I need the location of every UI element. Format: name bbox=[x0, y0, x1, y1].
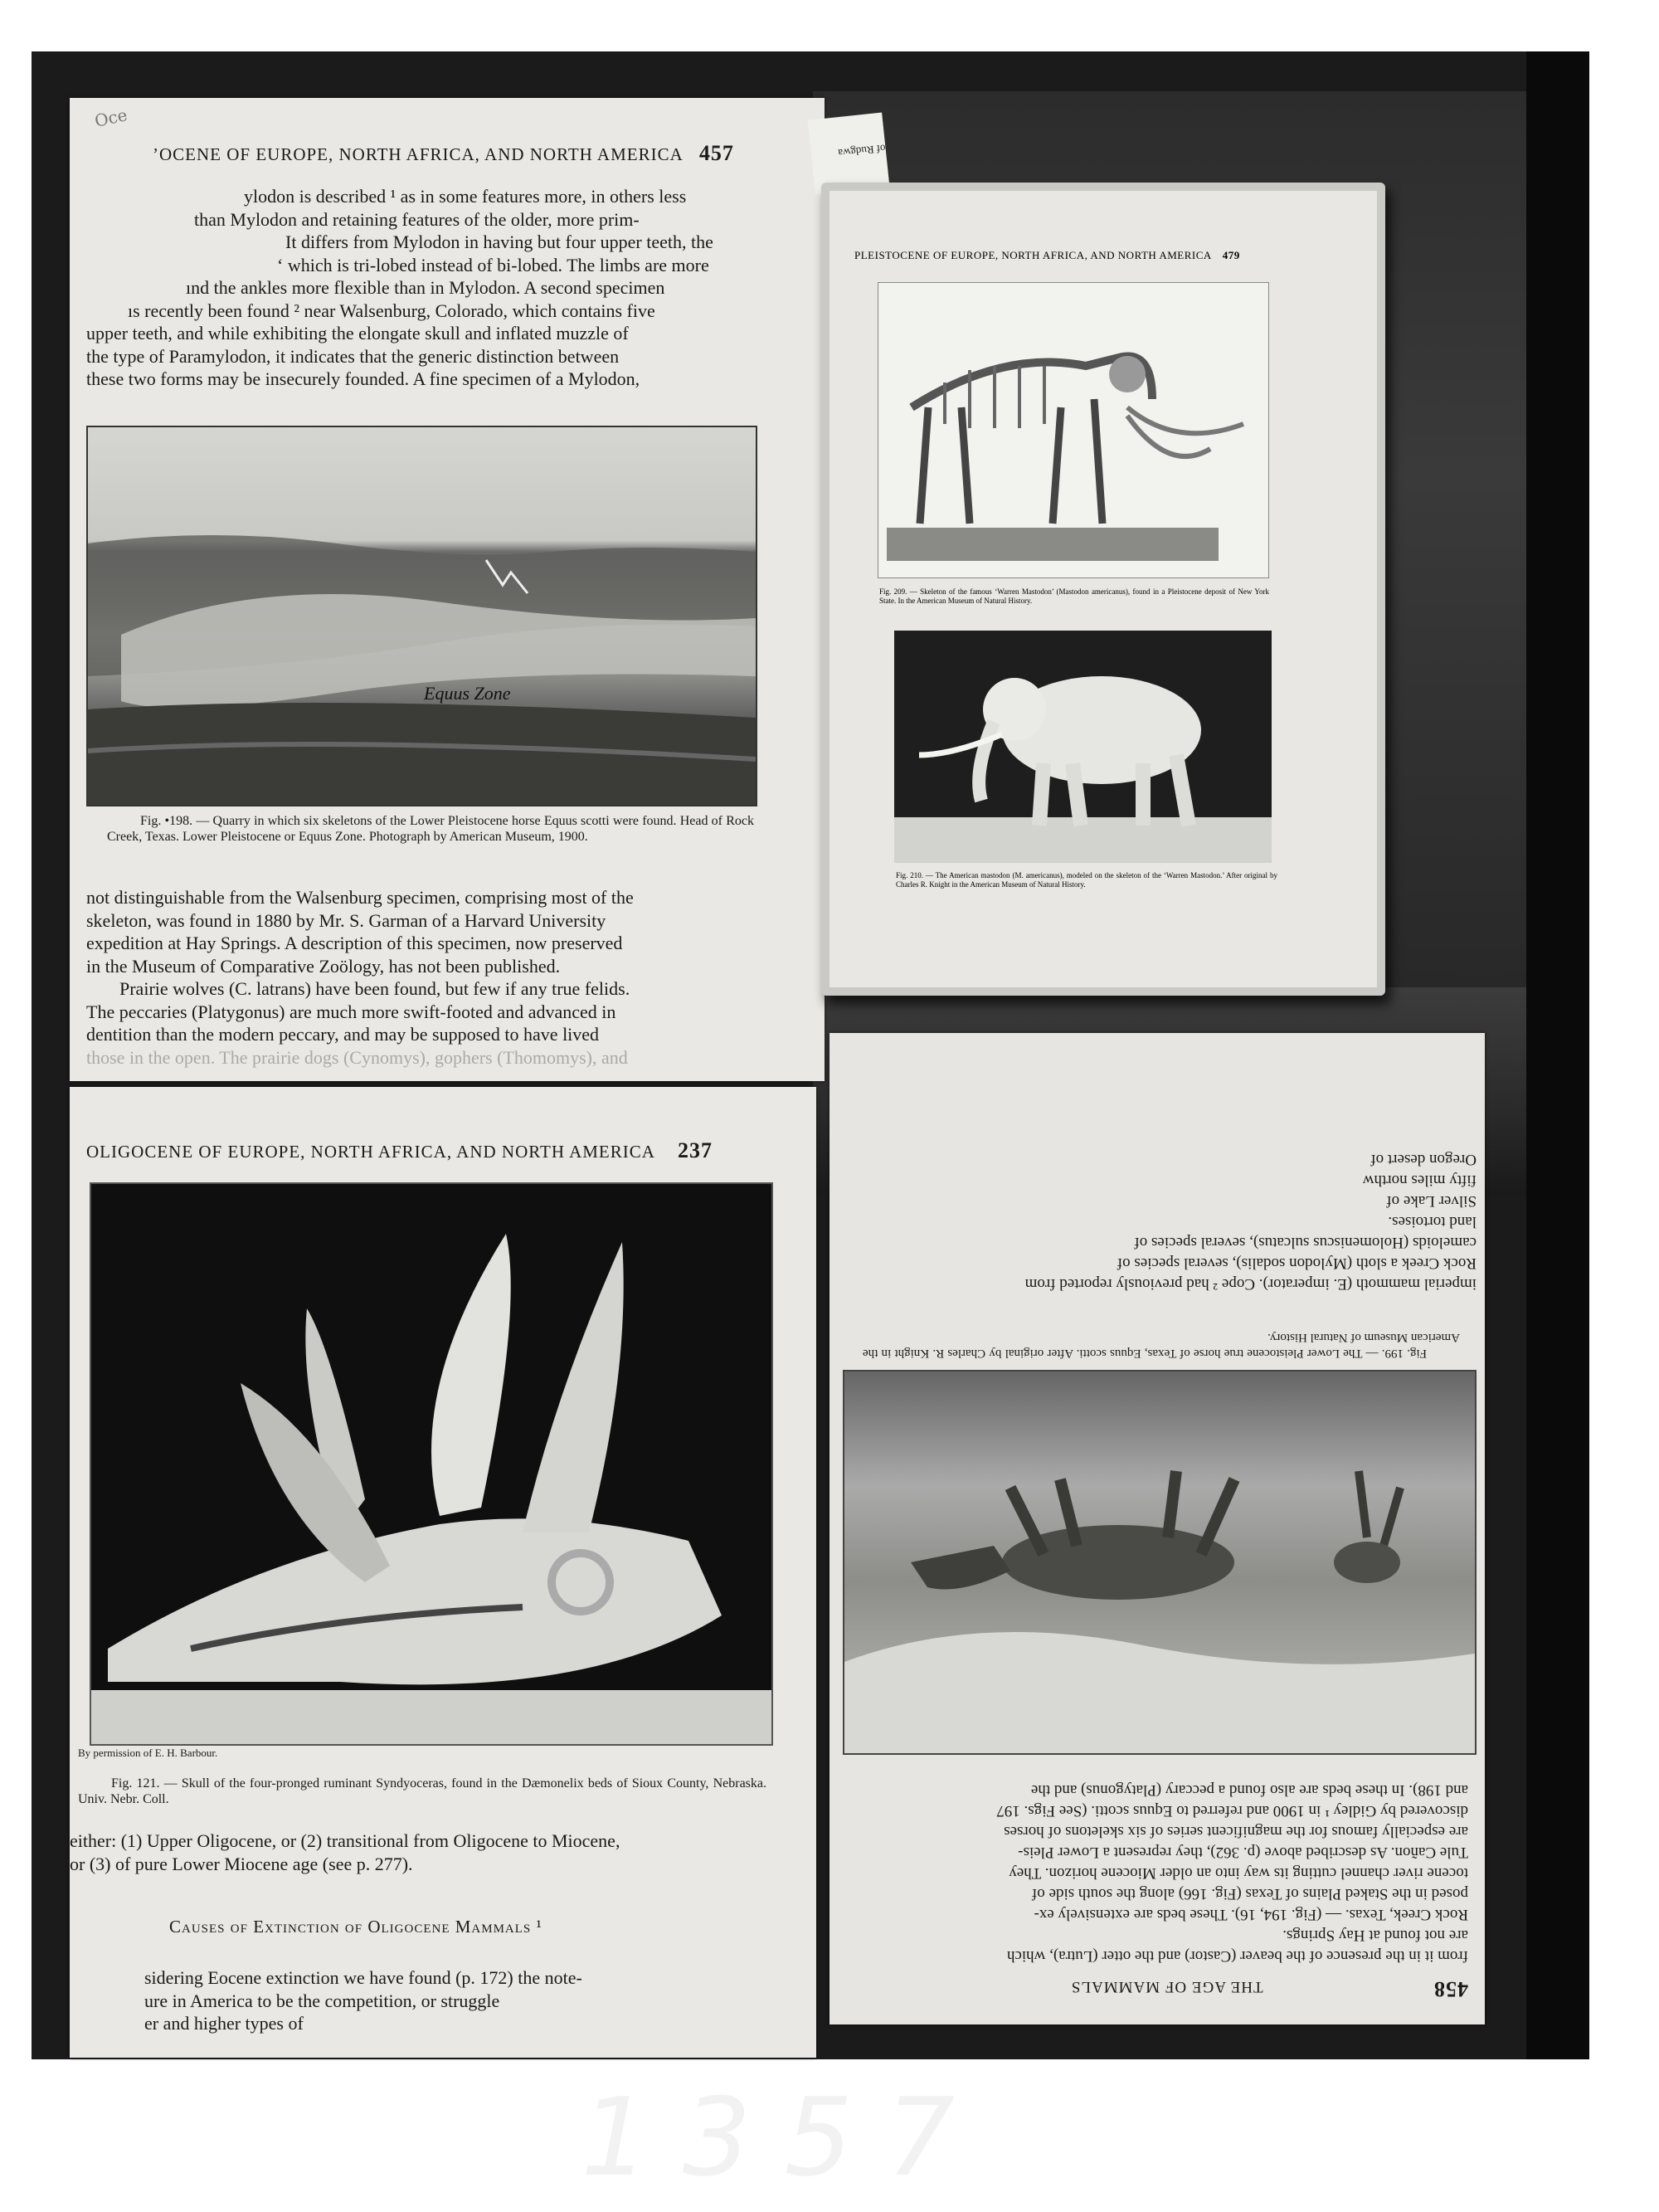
horse-painting-figure bbox=[844, 1372, 1475, 1753]
margin-note: Oce bbox=[92, 105, 129, 131]
text-block-bottom bbox=[838, 1149, 1477, 1294]
text-line: or (3) of pure Lower Miocene age (see p. 277). bbox=[70, 1853, 413, 1874]
header-title: OLIGOCENE OF EUROPE, NORTH AFRICA, AND NORTH AMERICA bbox=[86, 1142, 654, 1162]
photo-credit: By permission of E. H. Barbour. bbox=[78, 1747, 218, 1759]
text-line: discovered by Gidley ¹ in 1900 and referred to Equus scotti. (See Figs. 197 bbox=[996, 1802, 1468, 1820]
text-line: upper teeth, and while exhibiting the elongate skull and inflated muzzle of bbox=[86, 323, 629, 343]
page-header bbox=[86, 1138, 713, 1163]
tab-text: of Rudgwa bbox=[837, 142, 887, 160]
text-line: Tule Cañon. As described above (p. 362), they represent a Lower Pleis- bbox=[1018, 1844, 1468, 1861]
figure-caption-210: Fig. 210. — The American mastodon (M. americanus), modeled on the skeleton of the ‘Warren Mastodon.’ After original by Charles R. Knight in the American Museum of Natural History. bbox=[896, 871, 1277, 889]
page-header bbox=[1071, 1976, 1468, 2001]
mastodon-model-figure bbox=[894, 631, 1272, 863]
text-block-top bbox=[830, 1780, 1468, 1966]
text-line: ıs recently been found ² near Walsenburg, Colorado, which contains five bbox=[128, 300, 655, 321]
text-line: ınd the ankles more flexible than in Mylodon. A second specimen bbox=[186, 277, 665, 298]
text-line: are not found at Hay Springs. bbox=[1282, 1927, 1468, 1944]
page-458 bbox=[830, 1033, 1485, 2024]
text-line: er and higher types of bbox=[144, 2013, 304, 2034]
text-line: tocene river channel cutting its way into an older Miocene horizon. They bbox=[1009, 1864, 1468, 1882]
section-title: Causes of Extinction of Oligocene Mammals ¹ bbox=[169, 1917, 542, 1937]
page-number: 458 bbox=[1433, 1977, 1468, 2001]
equus-scotti-painting bbox=[843, 1370, 1477, 1755]
page-237 bbox=[70, 1087, 816, 2058]
text-line: and 198). In these beds are also found a peccary (Platygonus) and the bbox=[1030, 1781, 1468, 1799]
text-line: dentition than the modern peccary, and may be supposed to have lived bbox=[86, 1024, 600, 1045]
page-457 bbox=[70, 98, 825, 1081]
text-line: fifty miles northw bbox=[1362, 1172, 1477, 1189]
text-line: cameloids (Holomeniscus sulcatus), several species of bbox=[1134, 1234, 1477, 1251]
page-number: 237 bbox=[678, 1138, 713, 1162]
text-line: Rock Creek, Texas. — (Fig. 194, 16). These beds are extensively ex- bbox=[1034, 1906, 1468, 1923]
figure-caption: Fig. 199. — The Lower Pleistocene true horse of Texas, Equus scotti. After original by Charles R. Knight in the American Museum of Natural History. bbox=[863, 1331, 1460, 1360]
text-line: the type of Paramylodon, it indicates that the generic distinction between bbox=[86, 345, 620, 367]
figure-caption-209: Fig. 209. — Skeleton of the famous ‘Warren Mastodon’ (Mastodon americanus), found in a Pleistocene deposit of New York State. In the American Museum of Natural History. bbox=[879, 587, 1269, 605]
text-line: It differs from Mylodon in having but four upper teeth, the bbox=[285, 231, 713, 252]
text-line: in the Museum of Comparative Zoölogy, has not been published. bbox=[86, 955, 561, 977]
text-line: ylodon is described ¹ as in some features more, in others less bbox=[244, 186, 687, 207]
page-header bbox=[153, 141, 734, 166]
page-number: 457 bbox=[698, 141, 734, 165]
syndyoceras-skull-photo bbox=[90, 1182, 773, 1746]
page-458-rotated bbox=[830, 1033, 1485, 2024]
quarry-landscape bbox=[88, 427, 756, 805]
text-block-tail bbox=[144, 1966, 800, 2035]
text-block-top bbox=[86, 185, 775, 391]
text-block-bottom bbox=[86, 886, 775, 1069]
page-header bbox=[854, 249, 1240, 262]
text-line: Rock Creek a sloth (Mylodon sodalis), several species of bbox=[1117, 1255, 1477, 1272]
quarry-photo bbox=[86, 426, 757, 806]
text-line: are especially famous for the magnificent series of six skeletons of horses bbox=[1004, 1823, 1468, 1840]
text-line: than Mylodon and retaining features of the older, more prim- bbox=[194, 208, 640, 230]
text-line: these two forms may be insecurely founded. A fine specimen of a Mylodon, bbox=[86, 368, 640, 389]
text-line: ‘ which is tri-lobed instead of bi-lobed. The limbs are more bbox=[277, 254, 709, 275]
text-line: expedition at Hay Springs. A description of this specimen, now preserved bbox=[86, 933, 623, 953]
text-line: Silver Lake of bbox=[1386, 1192, 1477, 1210]
text-line: Prairie wolves (C. latrans) have been found, but few if any true felids. bbox=[119, 978, 630, 999]
text-line: skeleton, was found in 1880 by Mr. S. Garman of a Harvard University bbox=[86, 909, 606, 931]
text-line: The peccaries (Platygonus) are much more swift-footed and advanced in bbox=[86, 1001, 616, 1022]
text-line-cut: those in the open. The prairie dogs (Cynomys), gophers (Thomomys), and bbox=[86, 1046, 628, 1068]
mastodon-model-photo bbox=[894, 631, 1272, 863]
text-block bbox=[70, 1830, 775, 1875]
text-line: not distinguishable from the Walsenburg specimen, comprising most of the bbox=[86, 887, 634, 908]
text-line: sidering Eocene extinction we have found (p. 172) the note- bbox=[144, 1967, 582, 1988]
text-line: imperial mammoth (E. imperator). Cope ² had previously reported from bbox=[1024, 1275, 1477, 1293]
text-line: either: (1) Upper Oligocene, or (2) transitional from Oligocene to Miocene, bbox=[70, 1830, 620, 1851]
skull-figure bbox=[91, 1184, 771, 1744]
negative-edge bbox=[1526, 51, 1589, 2059]
page-479 bbox=[821, 183, 1385, 996]
text-line: from it in the presence of the beaver (Castor) and the otter (Lutra), which bbox=[1006, 1947, 1468, 1965]
figure-caption: Fig. 121. — Skull of the four-pronged ruminant Syndyoceras, found in the Dæmonelix beds of Sioux County, Nebraska. Univ. Nebr. Coll. bbox=[78, 1776, 766, 1806]
mastodon-skeleton-photo bbox=[878, 282, 1269, 578]
header-title: ’OCENE OF EUROPE, NORTH AFRICA, AND NORTH AMERICA bbox=[153, 144, 683, 164]
header-title: THE AGE OF MAMMALS bbox=[1070, 1978, 1263, 1995]
text-line: land tortoises. bbox=[1388, 1213, 1477, 1230]
text-line: posed in the Staked Plains of Texas (Fig. 166) along the south side of bbox=[1031, 1885, 1468, 1903]
plate-number-watermark: 1357 bbox=[581, 2074, 988, 2200]
page-number: 479 bbox=[1222, 249, 1240, 261]
equus-zone-label: Equus Zone bbox=[424, 683, 511, 704]
figure-caption: Fig. •198. — Quarry in which six skeletons of the Lower Pleistocene horse Equus scotti were found. Head of Rock Creek, Texas. Lower Pleistocene or Equus Zone. Photograph by American Museum, 1900. bbox=[107, 814, 754, 844]
header-title: PLEISTOCENE OF EUROPE, NORTH AFRICA, AND NORTH AMERICA bbox=[854, 249, 1212, 261]
text-line: Oregon desert of bbox=[1370, 1151, 1477, 1168]
text-line: ure in America to be the competition, or struggle bbox=[144, 1990, 500, 2011]
skeleton-figure bbox=[878, 283, 1268, 577]
